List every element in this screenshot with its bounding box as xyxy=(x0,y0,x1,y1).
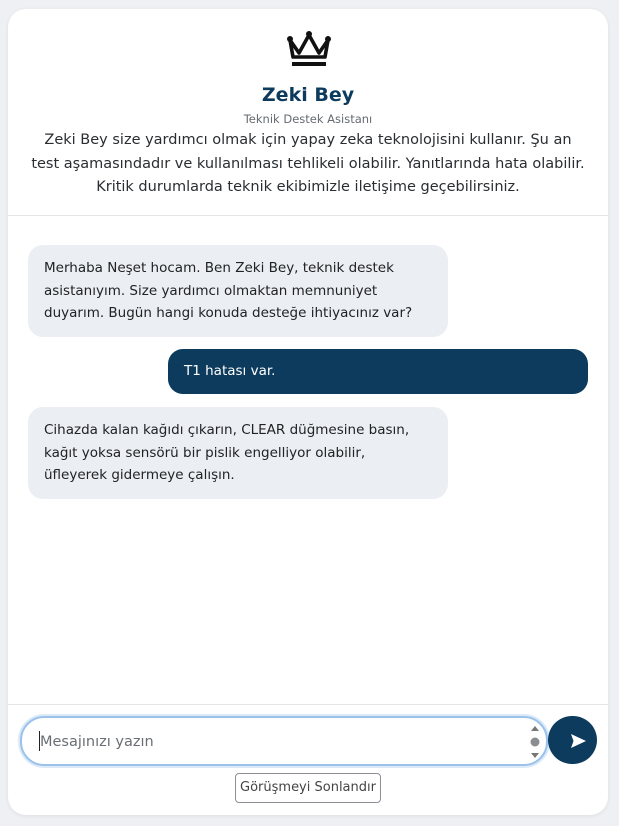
user-message: T1 hatası var. xyxy=(168,349,588,394)
chat-card xyxy=(8,9,608,815)
assistant-role: Teknik Destek Asistanı xyxy=(243,112,373,126)
message-list[interactable] xyxy=(8,216,608,704)
assistant-name: Zeki Bey xyxy=(261,84,355,106)
text-caret xyxy=(39,731,40,751)
disclaimer-text: Zeki Bey size yardımcı olmak için yapay zeka teknolojisini kullanır. Şu an test aşamasındadır ve kullanılması tehlikeli olabilir. Yanıtlarında hata olabilir. Kritik durumlarda teknik ekibimizle iletişime geçebilirsiniz. xyxy=(31,132,585,195)
end-conversation-button[interactable]: Görüşmeyi Sonlandır xyxy=(235,773,381,803)
message-input[interactable] xyxy=(38,728,522,756)
bot-message: Cihazda kalan kağıdı çıkarın, CLEAR düğmesine basın, kağıt yoksa sensörü bir pislik engelliyor olabilir, üfleyerek gidermeye çalışın. xyxy=(28,407,448,499)
chat-header xyxy=(8,9,608,216)
bot-message: Merhaba Neşet hocam. Ben Zeki Bey, teknik destek asistanıyım. Size yardımcı olmaktan memnuniyet duyarım. Bugün hangi konuda desteğe ihtiyacınız var? xyxy=(28,245,448,337)
send-button[interactable] xyxy=(548,716,597,764)
crown-icon xyxy=(285,27,333,71)
send-arrow-icon xyxy=(554,717,603,765)
composer xyxy=(8,704,608,815)
input-scroll-control[interactable] xyxy=(530,724,540,760)
message-input-wrapper[interactable] xyxy=(20,716,548,766)
